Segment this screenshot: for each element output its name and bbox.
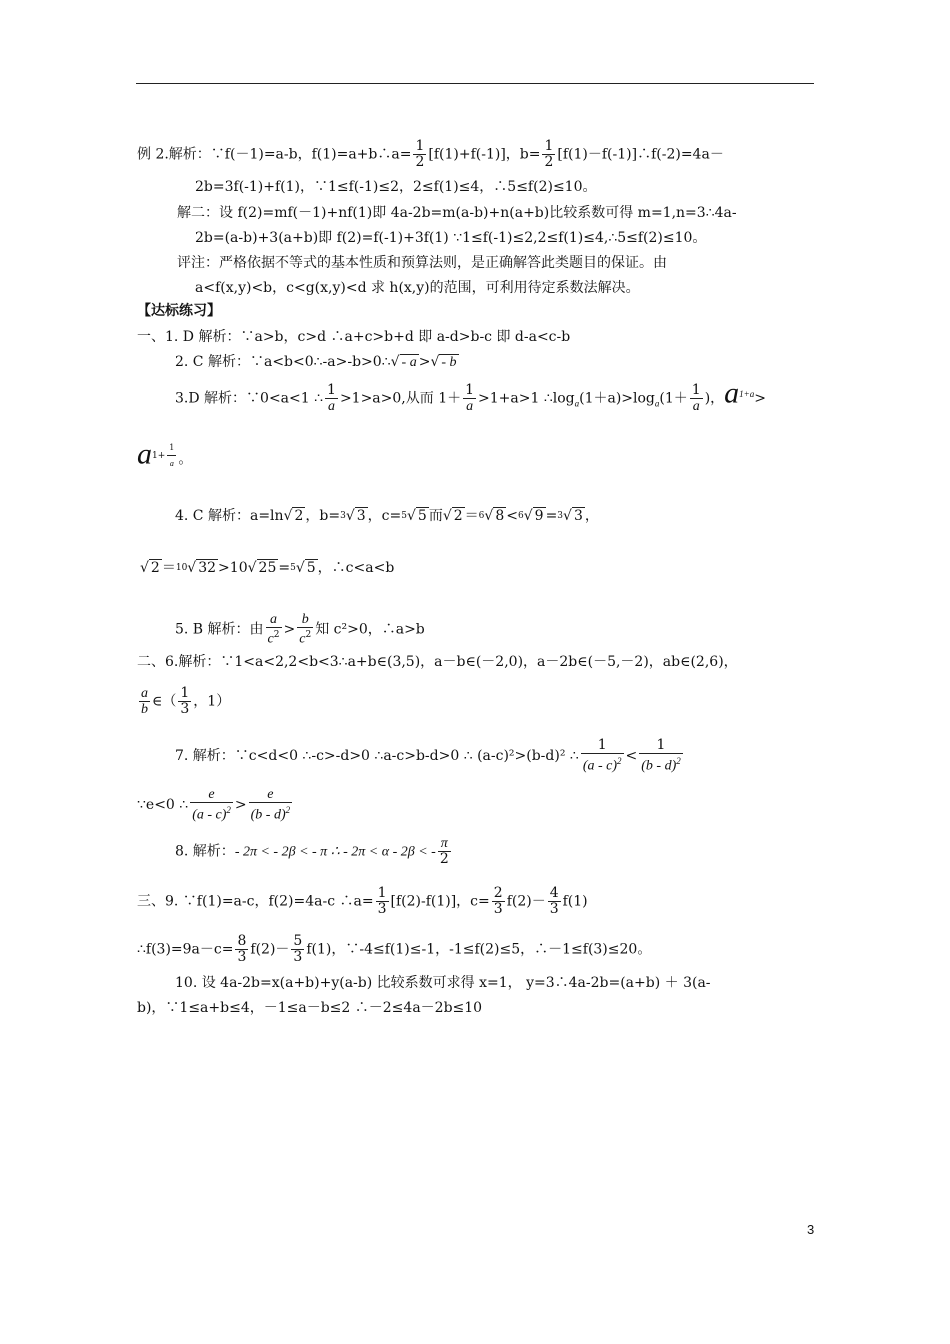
q9-line: 三、9. ∵f(1)=a-c，f(2)=4a-c ∴a= $\frac{1}{3}$ [f(2)-f(1)]，c= $\frac{2}{3}$ f(2)－ $\frac{4}{3}$ f(1) — [137, 885, 588, 917]
ex2-line-6: a<f(x,y)<b，c<g(x,y)<d 求 h(x,y)的范围，可利用待定系数法解决。 — [195, 280, 640, 296]
ex2-line-5: 评注：严格依据不等式的基本性质和预算法则，是正确解答此类题目的保证。由 — [177, 255, 667, 271]
q6-line: 二、6.解析：∵1<a<2,2<b<3∴a+b∈(3,5)，a－b∈(－2,0)，a－2b∈(－5,－2)，ab∈(2,6)， — [137, 654, 738, 670]
q4-line-2: √ 2 ＝$^{10}$√ 32 >10√ 25 =$^5$√ 5 ，∴c<a<b — [140, 560, 395, 576]
fraction-1-over-a: $\frac{1}{a}$ — [327, 382, 336, 414]
ex2-line-1: 例 2.解析：∵f(－1)=a-b，f(1)=a+b∴a= $\frac{1}{2}$ [f(1)+f(-1)]，b= $\frac{1}{2}$ [f(1)－f(-1)]∴f(-2)=4a－ — [137, 138, 724, 170]
q4-line: 4. C 解析：a=ln√ 2 ，b=$^3$√ 3 ，c=$^5$√ 5 而√ 2 ＝$^6$√ 8 <$^6$√ 9 =$^3$√ 3 ， — [175, 508, 599, 524]
q3-line: 3.D 解析：∵0<a<1 ∴ $\frac{1}{a}$ >1>a>0,从而 1＋ $\frac{1}{a}$ >1+a>1 $\therefore\log_a(1+a)>\log_a(1+$ $\frac{1}{a}$ )，$a^{1+a}>$ — [175, 376, 766, 414]
ex2-line-3: 解二：设 f(2)=mf(－1)+nf(1)即 4a-2b=m(a-b)+n(a+b)比较系数可得 m=1,n=3∴4a- — [177, 205, 737, 221]
header-rule — [136, 83, 814, 84]
q10-line-2: b)，∵1≤a+b≤4，－1≤a－b≤2 ∴－2≤4a－2b≤10 — [137, 1000, 483, 1016]
fraction-1-over-a: $\frac{1}{a}$ — [465, 382, 475, 414]
q6-line-2: $\frac{a}{b}$ ∈（ $\frac{1}{3}$ ，1） — [141, 685, 231, 717]
section-heading: 【达标练习】 — [137, 303, 221, 319]
q10-line: 10. 设 4a-2b=x(a+b)+y(a-b) 比较系数可求得 x=1， y=3∴4a-2b=(a+b) ＋ 3(a- — [175, 975, 711, 991]
q5-line: 5. B 解析：由 $\frac{a}{c^2}$ > $\frac{b}{c^2}$ 知 c²>0，∴a>b — [175, 612, 425, 647]
fraction-half: $\frac{1}{2}$ — [415, 138, 425, 170]
fraction-1-over-a: $\frac{1}{a}$ — [691, 382, 701, 414]
page-number: 3 — [807, 1222, 815, 1237]
q7-line: 7. 解析：∵c<d<0 ∴-c>-d>0 ∴a-c>b-d>0 ∴ (a-c)²>(b-d)² ∴ $\frac{1}{(a - c)^2}$ < $\frac{1}{(b - d)^2}$ — [175, 737, 681, 774]
q3-line-2: $a^{1+ \frac{1}{a}}$ 。 — [137, 437, 193, 471]
q7-line-2: ∵e<0 ∴ $\frac{e}{(a - c)^2}$ > $\frac{e}{(b - d)^2}$ — [137, 787, 291, 823]
q1-line: 一、1. D 解析：∵a>b，c>d ∴a+c>b+d 即 a-d>b-c 即 d-a<c-b — [137, 329, 571, 345]
fraction-half: $\frac{1}{2}$ — [544, 138, 554, 170]
ex2-line-2: 2b=3f(-1)+f(1)，∵1≤f(-1)≤2，2≤f(1)≤4，∴5≤f(2)≤10。 — [195, 179, 597, 195]
q2-line: 2. C 解析：∵a<b<0∴-a>-b>0∴√ - a >√ - b — [175, 354, 457, 370]
q8-line: 8. 解析：- 2π < - 2β < - π ∴ - 2π < α - 2β < - $\frac{\pi}{2}$ — [175, 836, 449, 867]
q9-line-2: ∴f(3)=9a－c= $\frac{8}{3}$ f(2)－ $\frac{5}{3}$ f(1)，∵-4≤f(1)≤-1，-1≤f(2)≤5，∴－1≤f(3)≤20。 — [137, 933, 652, 965]
ex2-line-4: 2b=(a-b)+3(a+b)即 f(2)=f(-1)+3f(1) ∵1≤f(-1)≤2,2≤f(1)≤4,∴5≤f(2)≤10。 — [195, 230, 707, 246]
